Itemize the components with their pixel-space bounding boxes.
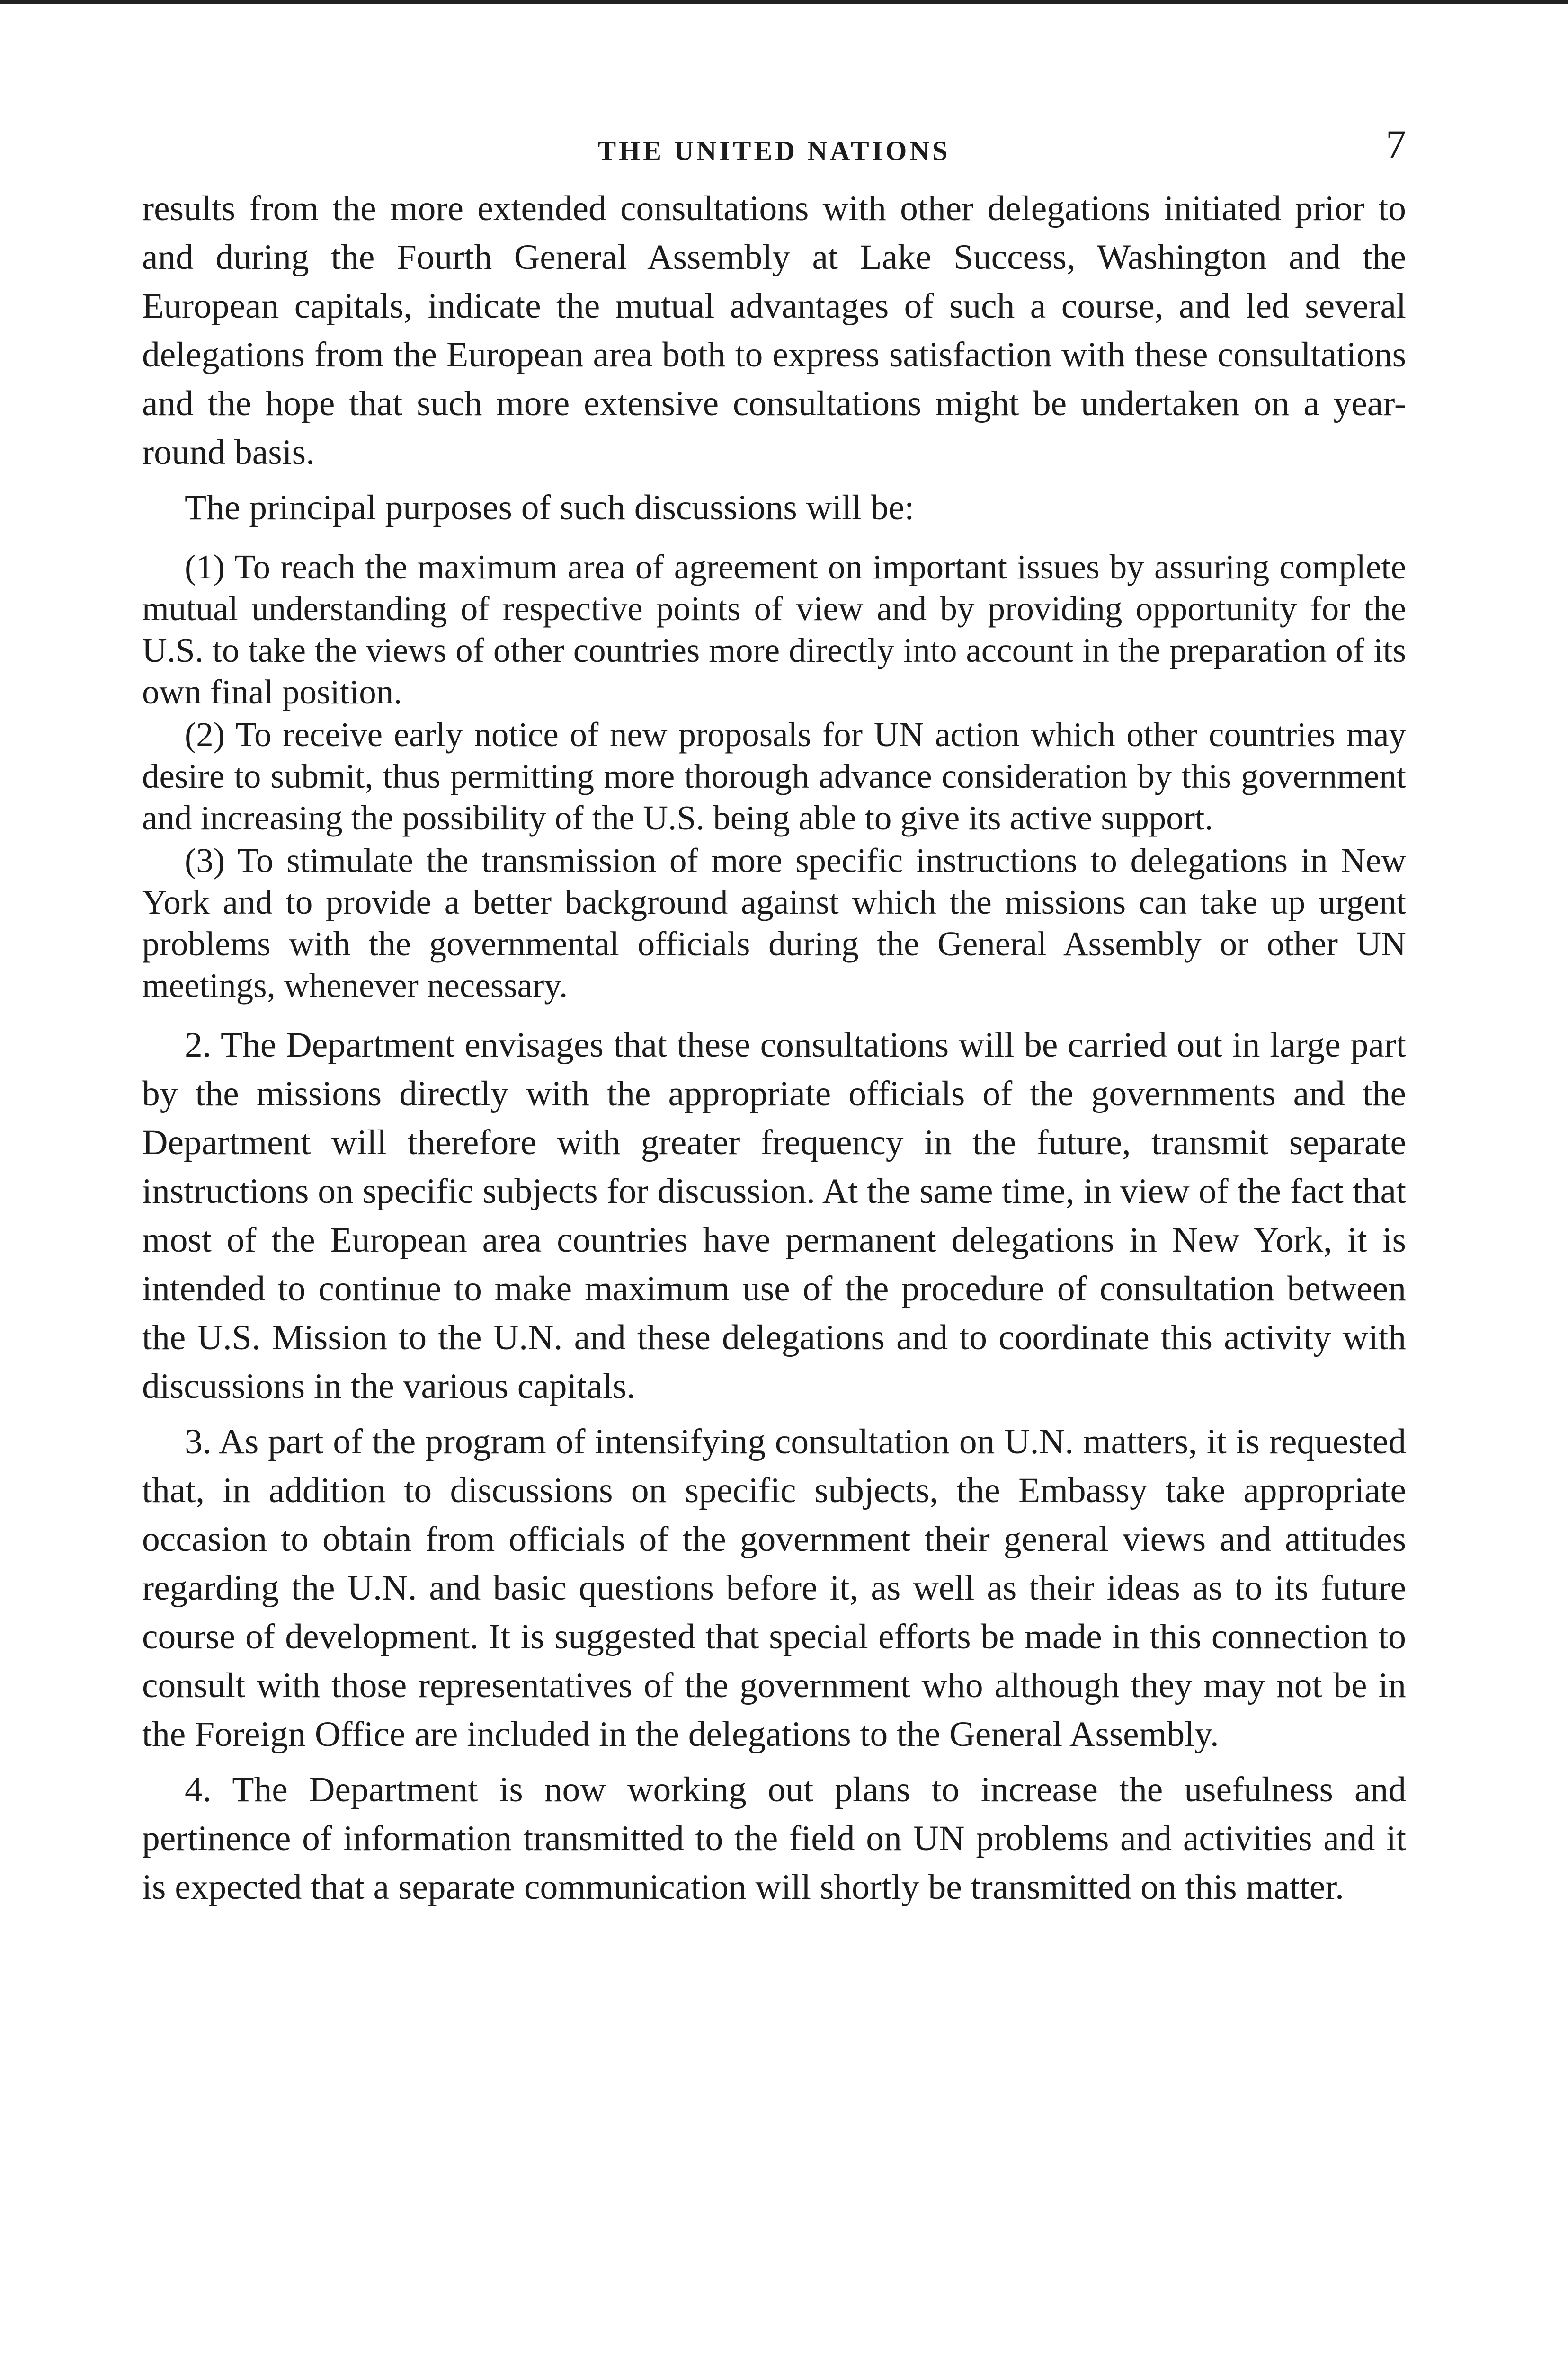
paragraph-4: 4. The Department is now working out plans to increase the usefulness and pertinence of information transmitted to the field on UN problems and activities and it is expected that a separate communication will shortly be transmitted on this matter. <box>142 1770 1406 1907</box>
running-header <box>142 121 1406 178</box>
top-border-rule <box>0 0 1568 4</box>
paragraph-2: 2. The Department envisages that these consultations will be carried out in large part by the missions directly with the appropriate officials of the governments and the Department will therefore with greater frequency in the future, transmit separate instructions on specific subjects for discussion. At the same time, in view of the fact that most of the European area countries have permanent delegations in New York, it is intended to continue to make maximum use of the procedure of consultation between the U.S. Mission to the U.N. and these delegations and to coordinate this activity with discussions in the various capitals. <box>142 1025 1406 1406</box>
purpose-item-3: (3) To stimulate the transmission of more specific instructions to delegations in New York and to provide a better background against which the missions can take up urgent problems with the governmental officials during the General Assembly or other UN meetings, whenever necessary. <box>142 841 1406 1005</box>
document-page <box>142 121 1406 1912</box>
page-number: 7 <box>1386 122 1406 167</box>
continuation-paragraph: results from the more extended consultations with other delegations initiated prior to and during the Fourth General Assembly at Lake Success, Washington and the European capitals, indicate the mutual advantages of such a course, and led several delegations from the European area both to express satisfaction with these consultations and the hope that such more extensive consultations might be undertaken on a year-round basis. <box>142 189 1406 472</box>
purpose-item-1: (1) To reach the maximum area of agreement on important issues by assuring complete mutual understanding of respective points of view and by providing opportunity for the U.S. to take the views of other countries more directly into account in the preparation of its own final position. <box>142 548 1406 711</box>
purposes-intro: The principal purposes of such discussions will be: <box>185 488 915 527</box>
purpose-item-2: (2) To receive early notice of new proposals for UN action which other countries may desire to submit, thus permitting more thorough advance consideration by this government and increasing the possibility of the U.S. being able to give its active support. <box>142 715 1406 837</box>
purposes-list <box>142 546 1406 1006</box>
running-title: THE UNITED NATIONS <box>597 135 951 166</box>
paragraph-3: 3. As part of the program of intensifying consultation on U.N. matters, it is requested that, in addition to discussions on specific subjects, the Embassy take appropriate occasion to obtain from officials of the government their general views and attitudes regarding the U.N. and basic questions before it, as well as their ideas as to its future course of development. It is suggested that special efforts be made in this connection to consult with those representatives of the government who although they may not be in the Foreign Office are included in the delegations to the General Assembly. <box>142 1422 1406 1754</box>
